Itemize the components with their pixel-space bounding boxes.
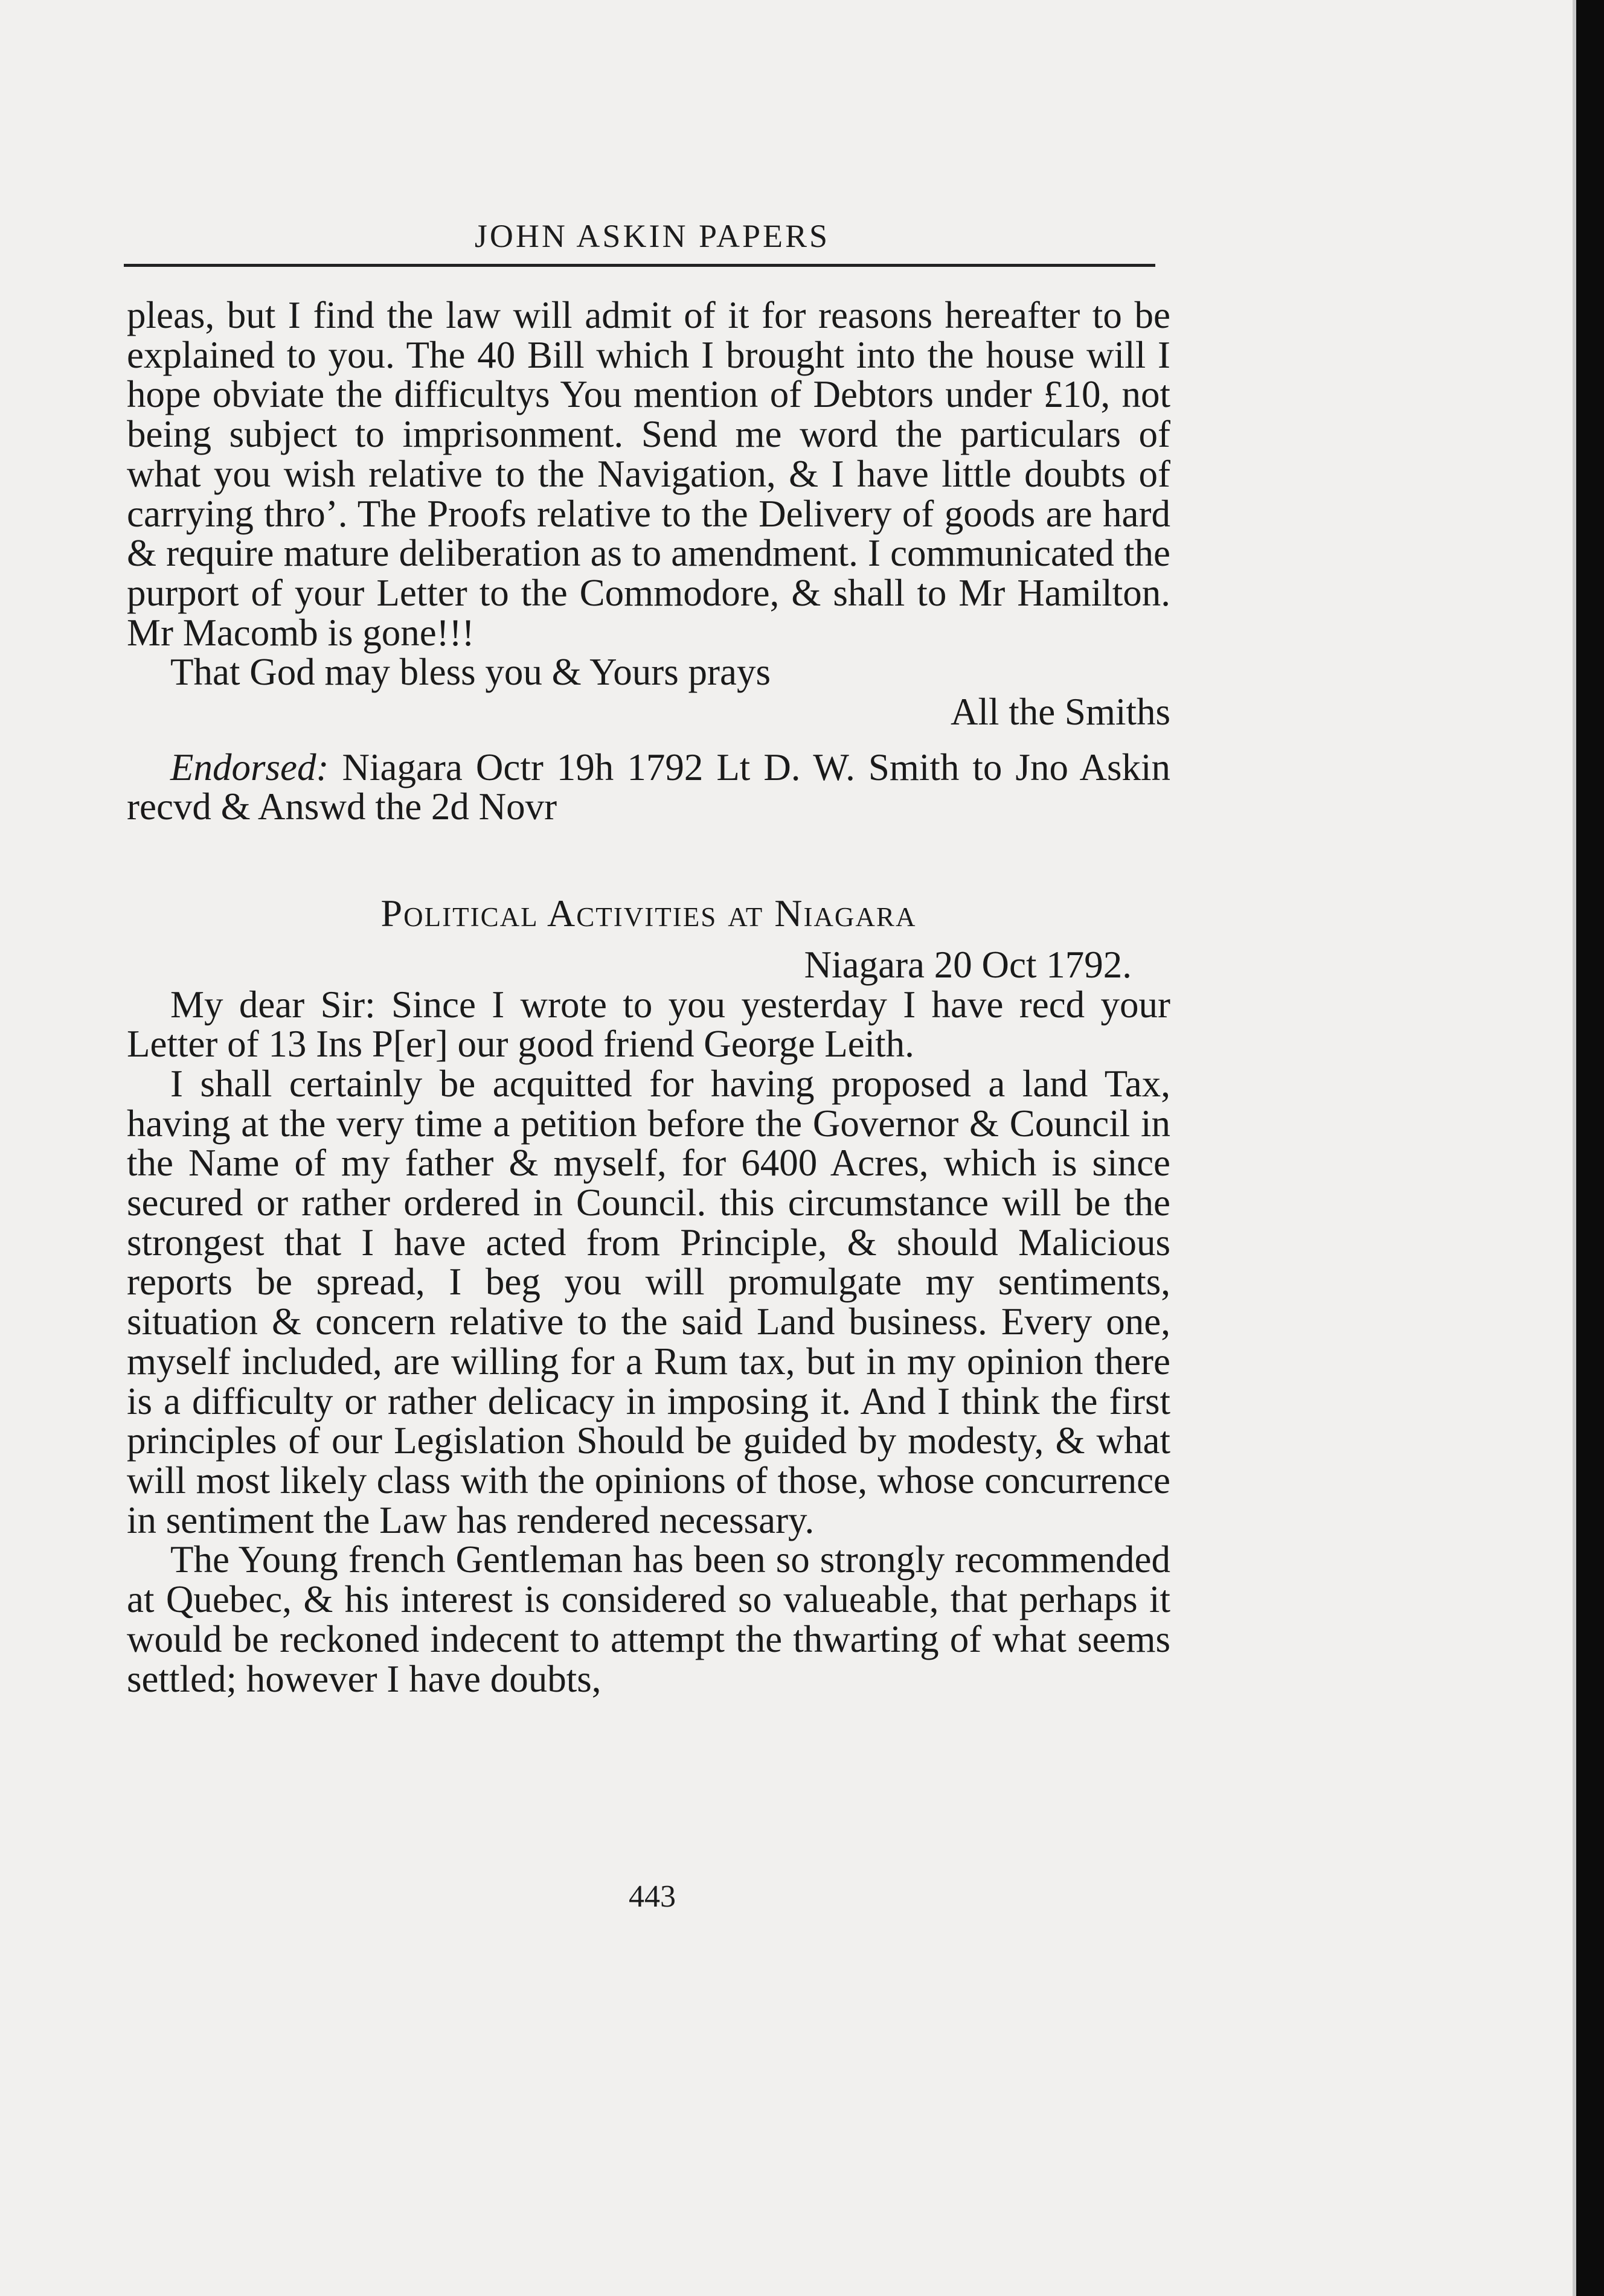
endorsed-text: Niagara Octr 19h 1792 Lt D. W. Smith to Jno Askin recvd & Answd the 2d Novr: [127, 746, 1170, 828]
section-title: Political Activities at Niagara: [380, 892, 917, 935]
continued-paragraph: pleas, but I find the law will admit of it for reasons hereafter to be explained to you. The 40 Bill which I brought into the house will I hope obviate the difficultys You mention of Debtors under £10, not being subject to imprisonment. Send me word the particulars of what you wish relative to the Navigation, & I have little doubts of carrying thro’. The Proofs relative to the Delivery of goods are hard & require mature deliberation as to amendment. I communicated the purport of your Letter to the Commodore, & shall to Mr Hamilton. Mr Macomb is gone!!!: [127, 294, 1170, 654]
running-header: JOHN ASKIN PAPERS: [474, 218, 830, 254]
paragraph-salutation: My dear Sir: Since I wrote to you yesterday I have recd your Letter of 13 Ins P[er] our good friend George Leith.: [127, 983, 1170, 1066]
paragraph-land-tax: I shall certainly be acquitted for having proposed a land Tax, having at the very time a petition before the Governor & Council in the Name of my father & myself, for 6400 Acres, which is since secured or rather ordered in Council. this circumstance will be the strongest that I have acted from Principle, & should Malicious reports be spread, I beg you will promulgate my sentiments, situation & concern relative to the said Land business. Every one, myself included, are willing for a Rum tax, but in my opinion there is a difficulty or rather delicacy in imposing it. And I think the first principles of our Legislation Should be guided by modesty, & what will most likely class with the opinions of those, whose concurrence in sentiment the Law has rendered necessary.: [127, 1062, 1170, 1541]
header-rule: [124, 264, 1155, 267]
closing-line: That God may bless you & Yours prays: [170, 651, 771, 694]
endorsement: [127, 748, 1170, 827]
signature: All the Smiths: [950, 691, 1170, 734]
paragraph-french-gentleman: The Young french Gentleman has been so strongly recommended at Quebec, & his interest is considered so valueable, that perhaps it would be reckoned indecent to attempt the thwarting of what seems settled; however I have doubts,: [127, 1538, 1170, 1700]
page-body: [127, 296, 1170, 1699]
endorsed-label: Endorsed:: [170, 746, 329, 788]
dateline: Niagara 20 Oct 1792.: [804, 943, 1132, 986]
page-number: 443: [629, 1879, 676, 1914]
